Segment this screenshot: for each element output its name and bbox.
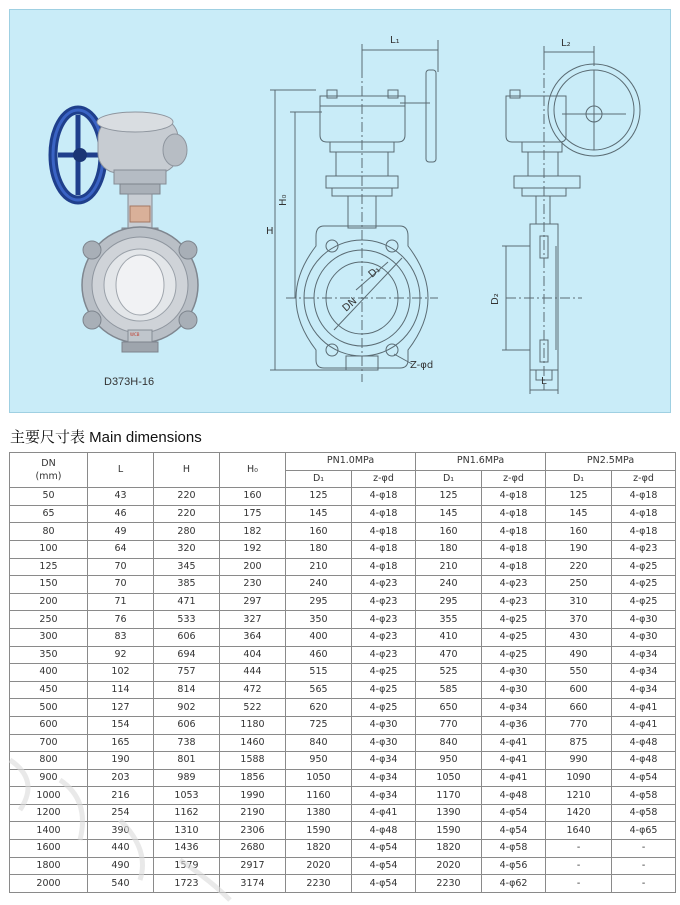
- table-cell: 145: [286, 505, 352, 523]
- table-row: [10, 681, 676, 699]
- header-pn16: PN1.6MPa: [416, 453, 546, 471]
- table-cell: 46: [88, 505, 154, 523]
- table-cell: 4-φ34: [352, 787, 416, 805]
- table-cell: 1590: [286, 822, 352, 840]
- table-cell: 410: [416, 628, 482, 646]
- technical-drawing: [10, 10, 672, 414]
- table-cell: 254: [88, 804, 154, 822]
- header-d1: D₁: [416, 470, 482, 488]
- table-cell: 522: [220, 699, 286, 717]
- table-cell: 4-φ62: [482, 875, 546, 893]
- table-cell: 4-φ34: [612, 646, 676, 664]
- table-cell: 4-φ58: [482, 840, 546, 858]
- table-cell: 295: [416, 593, 482, 611]
- table-cell: 2000: [10, 875, 88, 893]
- table-cell: 4-φ30: [612, 611, 676, 629]
- table-cell: 160: [220, 488, 286, 506]
- table-cell: 4-φ41: [482, 752, 546, 770]
- table-row: [10, 840, 676, 858]
- table-cell: 4-φ23: [352, 593, 416, 611]
- table-cell: 364: [220, 628, 286, 646]
- table-cell: 390: [88, 822, 154, 840]
- table-cell: 200: [10, 593, 88, 611]
- table-cell: 814: [154, 681, 220, 699]
- table-cell: 2306: [220, 822, 286, 840]
- table-cell: 4-φ34: [352, 769, 416, 787]
- table-row: [10, 752, 676, 770]
- table-cell: 902: [154, 699, 220, 717]
- table-cell: 540: [88, 875, 154, 893]
- table-cell: 989: [154, 769, 220, 787]
- table-cell: 4-φ36: [482, 716, 546, 734]
- table-cell: 1170: [416, 787, 482, 805]
- table-cell: 600: [10, 716, 88, 734]
- table-cell: 1000: [10, 787, 88, 805]
- table-cell: 1723: [154, 875, 220, 893]
- table-cell: 1600: [10, 840, 88, 858]
- table-row: [10, 488, 676, 506]
- table-cell: 2190: [220, 804, 286, 822]
- table-cell: 4-φ41: [352, 804, 416, 822]
- table-cell: 533: [154, 611, 220, 629]
- table-cell: 840: [416, 734, 482, 752]
- table-cell: 1050: [286, 769, 352, 787]
- table-cell: 154: [88, 716, 154, 734]
- table-cell: 385: [154, 576, 220, 594]
- table-cell: 220: [154, 488, 220, 506]
- table-cell: 470: [416, 646, 482, 664]
- table-cell: 182: [220, 523, 286, 541]
- table-cell: 2230: [416, 875, 482, 893]
- table-cell: 4-φ25: [612, 576, 676, 594]
- svg-text:WCB: WCB: [130, 332, 140, 337]
- table-cell: 606: [154, 628, 220, 646]
- table-cell: 4-φ34: [482, 699, 546, 717]
- table-cell: 620: [286, 699, 352, 717]
- model-label: D373H-16: [104, 376, 155, 388]
- table-cell: 4-φ18: [482, 540, 546, 558]
- front-view-drawing: [270, 40, 438, 382]
- header-dn-unit: (mm): [35, 471, 62, 483]
- table-cell: 694: [154, 646, 220, 664]
- table-cell: 1640: [546, 822, 612, 840]
- table-cell: 49: [88, 523, 154, 541]
- header-dn-label: DN: [41, 458, 56, 470]
- table-cell: 4-φ18: [352, 540, 416, 558]
- table-cell: 125: [286, 488, 352, 506]
- table-row: [10, 664, 676, 682]
- table-cell: 4-φ23: [482, 593, 546, 611]
- table-cell: 4-φ58: [612, 787, 676, 805]
- table-cell: 4-φ25: [352, 681, 416, 699]
- table-cell: 370: [546, 611, 612, 629]
- header-pn10: PN1.0MPa: [286, 453, 416, 471]
- table-cell: 190: [88, 752, 154, 770]
- table-cell: 150: [10, 576, 88, 594]
- table-cell: 127: [88, 699, 154, 717]
- table-cell: 145: [546, 505, 612, 523]
- table-cell: 900: [10, 769, 88, 787]
- table-cell: 300: [10, 628, 88, 646]
- table-cell: 490: [546, 646, 612, 664]
- table-cell: 950: [416, 752, 482, 770]
- table-cell: 4-φ30: [352, 734, 416, 752]
- table-cell: 840: [286, 734, 352, 752]
- table-cell: 1180: [220, 716, 286, 734]
- label-l1: L₁: [390, 35, 400, 46]
- table-cell: 490: [88, 857, 154, 875]
- table-cell: 160: [546, 523, 612, 541]
- header-z-phi-d: z-φd: [482, 470, 546, 488]
- table-cell: 950: [286, 752, 352, 770]
- table-cell: 200: [220, 558, 286, 576]
- table-cell: 4-φ30: [482, 681, 546, 699]
- table-cell: 4-φ25: [352, 664, 416, 682]
- table-cell: 160: [416, 523, 482, 541]
- table-cell: 240: [416, 576, 482, 594]
- label-d1: D₁: [366, 264, 383, 281]
- table-header: [10, 453, 676, 488]
- table-cell: 216: [88, 787, 154, 805]
- table-cell: 4-φ23: [352, 576, 416, 594]
- table-row: [10, 734, 676, 752]
- table-cell: 3174: [220, 875, 286, 893]
- table-cell: 4-φ23: [482, 576, 546, 594]
- table-cell: 240: [286, 576, 352, 594]
- table-cell: 165: [88, 734, 154, 752]
- label-l2: L₂: [561, 38, 571, 49]
- label-z-phi-d: Z-φd: [410, 360, 434, 371]
- table-cell: 770: [416, 716, 482, 734]
- table-cell: 4-φ25: [482, 646, 546, 664]
- table-row: [10, 699, 676, 717]
- table-cell: 50: [10, 488, 88, 506]
- table-cell: 2020: [416, 857, 482, 875]
- table-cell: 404: [220, 646, 286, 664]
- table-cell: 4-φ18: [482, 488, 546, 506]
- table-cell: 65: [10, 505, 88, 523]
- table-cell: 1380: [286, 804, 352, 822]
- table-cell: 4-φ54: [352, 875, 416, 893]
- table-cell: 220: [546, 558, 612, 576]
- table-cell: 210: [286, 558, 352, 576]
- section-title: 主要尺寸表 Main dimensions: [10, 429, 202, 446]
- table-cell: 801: [154, 752, 220, 770]
- table-cell: 757: [154, 664, 220, 682]
- table-cell: 203: [88, 769, 154, 787]
- table-cell: 180: [286, 540, 352, 558]
- table-cell: 400: [286, 628, 352, 646]
- table-cell: 4-φ18: [352, 558, 416, 576]
- table-cell: 1588: [220, 752, 286, 770]
- table-cell: 472: [220, 681, 286, 699]
- table-cell: 4-φ18: [612, 505, 676, 523]
- table-cell: 460: [286, 646, 352, 664]
- header-z-phi-d: z-φd: [612, 470, 676, 488]
- header-h: H: [154, 453, 220, 488]
- table-cell: 4-φ41: [482, 769, 546, 787]
- table-cell: 4-φ25: [612, 593, 676, 611]
- table-cell: 76: [88, 611, 154, 629]
- table-row: [10, 593, 676, 611]
- table-cell: 71: [88, 593, 154, 611]
- table-cell: 585: [416, 681, 482, 699]
- table-cell: 125: [546, 488, 612, 506]
- table-cell: 1990: [220, 787, 286, 805]
- front-view-labels: [266, 35, 433, 371]
- table-row: [10, 787, 676, 805]
- table-cell: 430: [546, 628, 612, 646]
- table-cell: 471: [154, 593, 220, 611]
- header-d1: D₁: [546, 470, 612, 488]
- table-cell: 1460: [220, 734, 286, 752]
- table-row: [10, 875, 676, 893]
- table-cell: 4-φ25: [482, 628, 546, 646]
- table-cell: 1420: [546, 804, 612, 822]
- header-z-phi-d: z-φd: [352, 470, 416, 488]
- table-cell: 550: [546, 664, 612, 682]
- table-cell: 4-φ48: [482, 787, 546, 805]
- header-dn: [10, 453, 88, 488]
- drawing-panel: [9, 9, 671, 413]
- table-cell: 700: [10, 734, 88, 752]
- table-cell: 1820: [416, 840, 482, 858]
- table-cell: 770: [546, 716, 612, 734]
- table-cell: 4-φ23: [352, 611, 416, 629]
- table-row: [10, 716, 676, 734]
- table-cell: 1200: [10, 804, 88, 822]
- table-row: [10, 769, 676, 787]
- table-cell: 250: [10, 611, 88, 629]
- table-row: [10, 523, 676, 541]
- table-cell: -: [612, 840, 676, 858]
- table-cell: 4-φ54: [482, 804, 546, 822]
- table-cell: 4-φ30: [482, 664, 546, 682]
- table-cell: 725: [286, 716, 352, 734]
- table-cell: 4-φ18: [482, 523, 546, 541]
- table-cell: 125: [416, 488, 482, 506]
- table-cell: 650: [416, 699, 482, 717]
- table-cell: 4-φ58: [612, 804, 676, 822]
- table-cell: 4-φ18: [482, 505, 546, 523]
- table-cell: 280: [154, 523, 220, 541]
- table-cell: 1053: [154, 787, 220, 805]
- table-cell: 320: [154, 540, 220, 558]
- table-cell: -: [546, 857, 612, 875]
- table-cell: 250: [546, 576, 612, 594]
- header-pn25: PN2.5MPa: [546, 453, 676, 471]
- table-cell: 1590: [416, 822, 482, 840]
- table-cell: 1856: [220, 769, 286, 787]
- table-cell: 4-φ65: [612, 822, 676, 840]
- table-cell: 4-φ23: [352, 646, 416, 664]
- table-cell: 4-φ41: [482, 734, 546, 752]
- table-cell: 4-φ23: [612, 540, 676, 558]
- table-row: [10, 646, 676, 664]
- table-cell: 102: [88, 664, 154, 682]
- table-row: [10, 857, 676, 875]
- table-row: [10, 611, 676, 629]
- table-cell: 4-φ18: [612, 488, 676, 506]
- table-cell: 4-φ23: [352, 628, 416, 646]
- table-cell: 4-φ34: [612, 664, 676, 682]
- table-cell: 565: [286, 681, 352, 699]
- table-cell: 2020: [286, 857, 352, 875]
- table-cell: 444: [220, 664, 286, 682]
- table-cell: 192: [220, 540, 286, 558]
- valve-photo: [53, 110, 198, 352]
- table-cell: 875: [546, 734, 612, 752]
- table-cell: 1310: [154, 822, 220, 840]
- label-h0: H₀: [278, 194, 289, 206]
- table-row: [10, 628, 676, 646]
- table-cell: 1436: [154, 840, 220, 858]
- table-cell: 83: [88, 628, 154, 646]
- table-row: [10, 540, 676, 558]
- table-cell: 327: [220, 611, 286, 629]
- table-cell: 4-φ18: [482, 558, 546, 576]
- table-cell: 600: [546, 681, 612, 699]
- table-cell: 440: [88, 840, 154, 858]
- table-row: [10, 822, 676, 840]
- table-cell: 125: [10, 558, 88, 576]
- table-cell: 4-φ18: [612, 523, 676, 541]
- table-cell: 1160: [286, 787, 352, 805]
- table-cell: -: [546, 840, 612, 858]
- table-cell: 114: [88, 681, 154, 699]
- table-cell: 345: [154, 558, 220, 576]
- table-cell: -: [612, 875, 676, 893]
- table-cell: 310: [546, 593, 612, 611]
- header-l: L: [88, 453, 154, 488]
- table-cell: 4-φ48: [352, 822, 416, 840]
- table-row: [10, 505, 676, 523]
- table-cell: 230: [220, 576, 286, 594]
- table-cell: 525: [416, 664, 482, 682]
- table-cell: 4-φ34: [612, 681, 676, 699]
- label-h: H: [266, 226, 274, 237]
- table-cell: 660: [546, 699, 612, 717]
- table-cell: 990: [546, 752, 612, 770]
- table-cell: 355: [416, 611, 482, 629]
- table-cell: 4-φ56: [482, 857, 546, 875]
- table-cell: 210: [416, 558, 482, 576]
- table-cell: 4-φ25: [612, 558, 676, 576]
- label-d2: D₂: [490, 293, 501, 305]
- table-cell: 1090: [546, 769, 612, 787]
- table-cell: -: [546, 875, 612, 893]
- table-cell: 1162: [154, 804, 220, 822]
- label-l: L: [541, 376, 547, 387]
- table-cell: 4-φ18: [352, 523, 416, 541]
- table-row: [10, 558, 676, 576]
- table-cell: 2680: [220, 840, 286, 858]
- table-cell: 4-φ41: [612, 716, 676, 734]
- table-cell: 450: [10, 681, 88, 699]
- table-body: [10, 488, 676, 893]
- table-cell: 4-φ48: [612, 752, 676, 770]
- table-cell: 70: [88, 576, 154, 594]
- table-cell: 1210: [546, 787, 612, 805]
- table-row: [10, 576, 676, 594]
- table-cell: 500: [10, 699, 88, 717]
- table-cell: 350: [10, 646, 88, 664]
- table-cell: 4-φ18: [352, 505, 416, 523]
- table-cell: 800: [10, 752, 88, 770]
- table-cell: 738: [154, 734, 220, 752]
- table-cell: 1800: [10, 857, 88, 875]
- table-cell: 4-φ54: [352, 840, 416, 858]
- table-cell: 92: [88, 646, 154, 664]
- side-view-drawing: [502, 46, 640, 394]
- table-cell: 4-φ25: [482, 611, 546, 629]
- table-cell: 220: [154, 505, 220, 523]
- table-cell: 400: [10, 664, 88, 682]
- table-cell: 1579: [154, 857, 220, 875]
- label-dn: DN: [340, 295, 360, 315]
- table-cell: 297: [220, 593, 286, 611]
- table-cell: 4-φ54: [612, 769, 676, 787]
- table-cell: 515: [286, 664, 352, 682]
- table-row: [10, 804, 676, 822]
- header-h0: H₀: [220, 453, 286, 488]
- table-cell: 4-φ54: [352, 857, 416, 875]
- table-cell: 100: [10, 540, 88, 558]
- table-cell: 1390: [416, 804, 482, 822]
- table-cell: 80: [10, 523, 88, 541]
- dimensions-table: [9, 452, 676, 893]
- table-cell: 1050: [416, 769, 482, 787]
- table-cell: 1400: [10, 822, 88, 840]
- table-cell: 1820: [286, 840, 352, 858]
- table-cell: 175: [220, 505, 286, 523]
- table-cell: 180: [416, 540, 482, 558]
- table-cell: 350: [286, 611, 352, 629]
- table-cell: 190: [546, 540, 612, 558]
- table-cell: 70: [88, 558, 154, 576]
- table-cell: 2917: [220, 857, 286, 875]
- table-cell: 4-φ25: [352, 699, 416, 717]
- table-cell: 64: [88, 540, 154, 558]
- table-cell: 145: [416, 505, 482, 523]
- table-cell: 43: [88, 488, 154, 506]
- table-cell: 4-φ34: [352, 752, 416, 770]
- table-cell: 2230: [286, 875, 352, 893]
- table-cell: 160: [286, 523, 352, 541]
- table-cell: 4-φ30: [352, 716, 416, 734]
- table-cell: 4-φ18: [352, 488, 416, 506]
- table-cell: 606: [154, 716, 220, 734]
- table-cell: 4-φ41: [612, 699, 676, 717]
- table-cell: 295: [286, 593, 352, 611]
- table-cell: -: [612, 857, 676, 875]
- table-cell: 4-φ54: [482, 822, 546, 840]
- header-d1: D₁: [286, 470, 352, 488]
- table-cell: 4-φ30: [612, 628, 676, 646]
- table-cell: 4-φ48: [612, 734, 676, 752]
